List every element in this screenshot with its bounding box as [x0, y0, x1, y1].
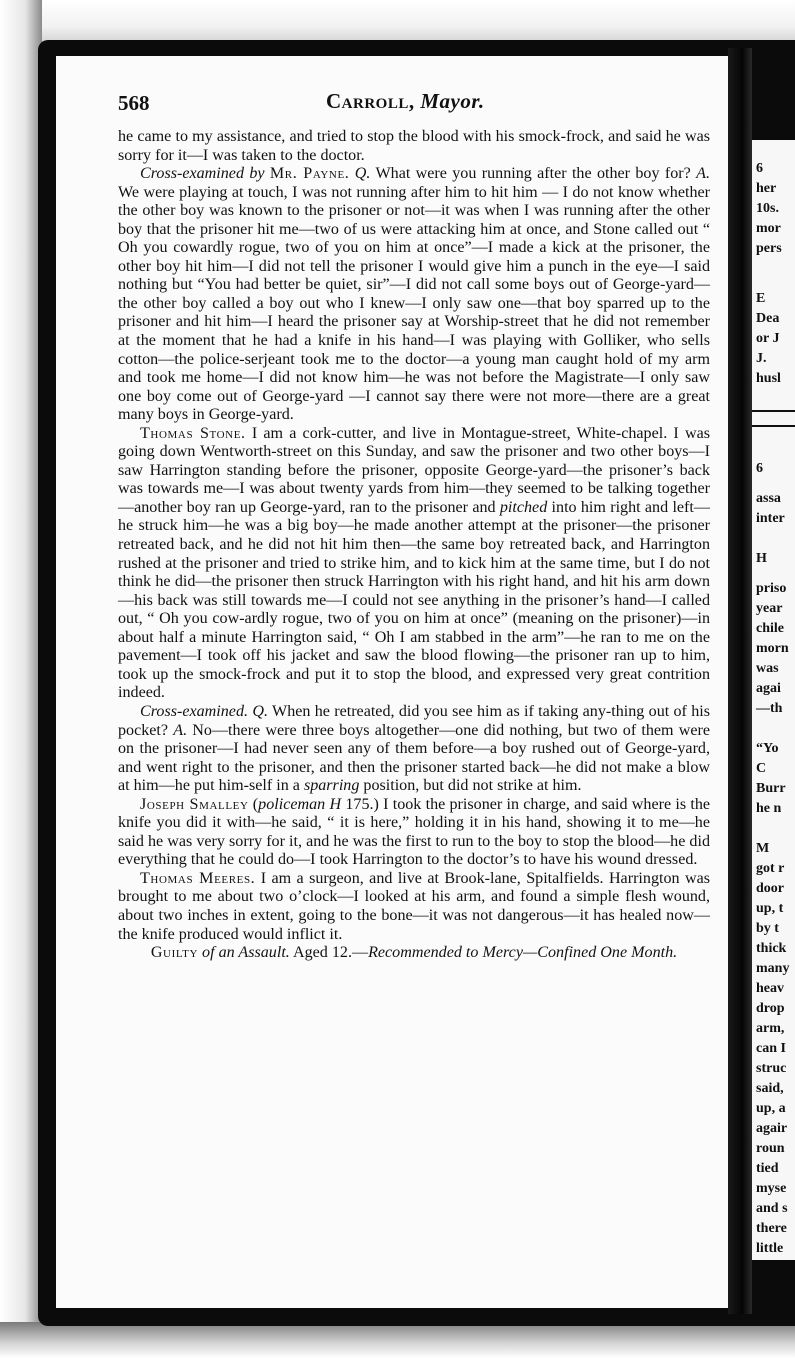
paragraph-cross-examination-2 [118, 703, 710, 796]
page-number: 568 [118, 91, 150, 115]
adjacent-page-fragment: 6 [756, 161, 763, 176]
running-head [326, 89, 485, 114]
adjacent-page-fragment: C [756, 761, 767, 776]
book-gutter [728, 48, 752, 1314]
adjacent-page-fragment: assa [756, 491, 781, 506]
adjacent-page-fragment: drop [756, 1001, 785, 1016]
answer-marker: A. [696, 165, 710, 183]
paragraph-testimony-smalley: Joseph Smalley (policeman H 175.) I took the prisoner in charge, and said where is the knife you did it with—he said, “ it is here,” holding it in his hand, showing it to me—he said he was very sorry for it, and he was the first to run to the boy to stop the blood—he did everything that he could do—I took Harrington to the doctor’s to have his wound dressed. [118, 795, 711, 869]
adjacent-page-fragment: Dea [756, 311, 780, 326]
paragraph-continuation: he came to my assistance, and tried to stop the blood with his smock-frock, and said he was sorry for it—I was taken to the doctor. [118, 128, 710, 164]
adjacent-page-fragment: struc [756, 1061, 787, 1076]
adjacent-page-fragment: mor [756, 221, 781, 236]
adjacent-page-fragment: agai [756, 681, 781, 696]
adjacent-page-fragment: up, t [756, 901, 784, 916]
adjacent-page-fragment: husl [756, 371, 781, 386]
page-body [118, 128, 710, 963]
adjacent-page-fragment: her [756, 181, 777, 196]
witness-name: Thomas Stone. [140, 424, 246, 442]
adjacent-page-fragment: thick [756, 941, 787, 956]
counsel-name: Mr. Payne. [269, 165, 350, 183]
answer-text: position, but did not strike at him. [359, 777, 582, 795]
adjacent-page-fragment: and s [756, 1201, 788, 1216]
witness-number: 175.) [341, 795, 379, 813]
adjacent-page-fragment: tied [756, 1161, 779, 1176]
adjacent-page-fragment: “Yo [756, 741, 779, 756]
adjacent-page-fragment: E [756, 291, 766, 306]
adjacent-page-fragment: Burr [756, 781, 786, 796]
adjacent-page-fragment: chile [756, 621, 784, 636]
emphasis-word: sparring [303, 777, 360, 795]
question-marker: Q. [354, 165, 371, 183]
adjacent-page-fragment: by t [756, 921, 779, 936]
adjacent-page-fragment: door [756, 881, 784, 896]
paragraph-testimony-meeres [118, 870, 710, 944]
adjacent-page-fragment: year [756, 601, 783, 616]
testimony-text: into him right and left—he struck him—he was a big boy—he made another attempt at the prisoner—the prisoner retreated back, and he did not hit him then—the same boy retreated back, and Harrington rushed at the prisoner and tried to strike him, and to kick him at the same time, but I do not think he did—the prisoner then struck Harrington with his right hand, and hit his arm down—his back was still towards me—I could not see anything in the prisoner’s hand—I called out, “ Oh you cow-ardly rogue, two of you on him at once” (meaning on the prisoner)—in about half a minute Harrington said, “ Oh I am stabbed in the arm”—he ran to me on the pavement—I took off his jacket and saw the blood flowing—the prisoner ran up to him, took up the smock-frock and put it to stop the blood, and expressed very great contrition indeed. [118, 498, 710, 702]
adjacent-page-fragment: was [756, 661, 779, 676]
verdict-age: Aged 12.— [289, 944, 369, 962]
question-marker: Q. [252, 702, 268, 720]
adjacent-page-fragment: got r [756, 861, 785, 876]
question-text: When he retreated, did you see him as if taking any-thing out of his pocket? [118, 702, 710, 739]
adjacent-page-fragment: M [756, 841, 770, 856]
testimony-text: I took the prisoner in charge, and said where is the knife you did it with—he said, “ it is here,” holding it in his hand, showing it to me—he said he was very sorry for it, and he was the first to run to the boy to stop the blood—he did everything that he could do—I took Harrington to the doctor’s to have his wound dressed. [118, 795, 711, 869]
adjacent-page-fragment: myse [756, 1181, 787, 1196]
adjacent-page-fragment: priso [756, 581, 787, 596]
running-head-title: Mayor. [420, 89, 485, 113]
adjacent-page-fragment: or J [756, 331, 780, 346]
emphasis-word: pitched [499, 498, 548, 516]
adjacent-page-fragment: little [756, 1241, 784, 1256]
paragraph-cross-examination-1 [118, 165, 710, 425]
adjacent-page-fragment: pers [756, 241, 782, 256]
adjacent-page-fragment: J. [756, 351, 767, 366]
verdict-sentence: Recommended to Mercy—Confined One Month. [368, 944, 678, 962]
testimony-text: I am a surgeon, and live at Brook-lane, Spitalfields. Harrington was brought to me about two o’clock—I looked at his arm, and found a simple flesh wound, about two inches in extent, going to the bone—it was not dangerous—it has healed now—the knife produced would inflict it. [118, 869, 710, 943]
adjacent-page-fragment: roun [756, 1141, 785, 1156]
adjacent-page-fragment: agair [756, 1121, 788, 1136]
witness-role: policeman H [258, 795, 342, 813]
adjacent-page-fragment: inter [756, 511, 785, 526]
adjacent-page-fragment: many [756, 961, 790, 976]
answer-marker: A. [173, 721, 188, 739]
adjacent-page-fragment: H [756, 551, 767, 566]
adjacent-page-fragment: there [756, 1221, 787, 1236]
page-right-fragment [752, 140, 795, 1260]
verdict-guilty: Guilty [150, 944, 199, 962]
witness-name: Thomas Meeres. [140, 869, 256, 887]
adjacent-page-rule [752, 425, 795, 427]
adjacent-page-fragment: arm, [756, 1021, 785, 1036]
adjacent-page-fragment: 6 [756, 461, 763, 476]
adjacent-page-fragment: he n [756, 801, 782, 816]
cross-examined-label: Cross-examined by [140, 165, 265, 183]
testimony-text: I am a cork-cutter, and live in Montague-street, White-chapel. I was going down Wentworth-street on this Sunday, and saw the prisoner and two other boys—I saw Harrington standing before the prisoner, opposite George-yard—the prisoner’s back was towards me—I was about twenty yards from him—they seemed to be talking together—another boy ran up George-yard, ran to the prisoner and [118, 424, 710, 516]
witness-name: Joseph Smalley [140, 795, 249, 813]
adjacent-page-fragment: 10s. [756, 201, 779, 216]
running-head-name: Carroll, [326, 89, 415, 113]
verdict-offence: of an Assault. [198, 944, 290, 962]
adjacent-page-rule [752, 410, 795, 412]
adjacent-page-fragment: can I [756, 1041, 786, 1056]
answer-text: No—there were three boys altogether—one did nothing, but two of them were on the prisoner—I had never seen any of them before—a boy rushed out of George-yard, and went right to the prisoner, and then the prisoner started back—he did not make a blow at him—he put him-self in a [118, 721, 710, 795]
answer-text: We were playing at touch, I was not running after him to hit him — I do not know whether the other boy was known to the prisoner or not—it was when I was running after the other boy that the prisoner hit me—two of us were attacking him at once, and Stone called out “ Oh you cowardly rogue, two of you on him at once”—I made a kick at the prisoner, the other boy hit him—I did not tell the prisoner I would give him a punch in the eye—I said nothing but “You had better be quiet, sir”—I did not call some boys out of George-yard—the other boy called a boy out who I knew—I only saw one—that boy sparred up to the prisoner and hit him—I heard the prisoner say at Worship-street that he did not remember at the moment that he had a knife in his hand—I was playing with Golliker, who sells cotton—the police-serjeant took me to the doctor—a young man caught hold of my arm and took me home—I did not know him—he was not before the Magistrate—I only saw one boy come out of George-yard —I cannot say there were not more—there are a great many boys in George-yard. [118, 183, 710, 424]
adjacent-page-fragment: said, [756, 1081, 784, 1096]
scan-left-edge [0, 0, 42, 1358]
question-text: What were you running after the other boy for? [370, 165, 697, 183]
verdict [118, 944, 710, 963]
adjacent-page-fragment: —th [756, 701, 783, 716]
adjacent-page-fragment: morn [756, 641, 789, 656]
adjacent-page-fragment: heav [756, 981, 784, 996]
paragraph-testimony-stone [118, 425, 710, 703]
cross-examined-label: Cross-examined. [140, 702, 249, 720]
adjacent-page-fragment: up, a [756, 1101, 786, 1116]
scan-bottom-edge [0, 1322, 795, 1358]
